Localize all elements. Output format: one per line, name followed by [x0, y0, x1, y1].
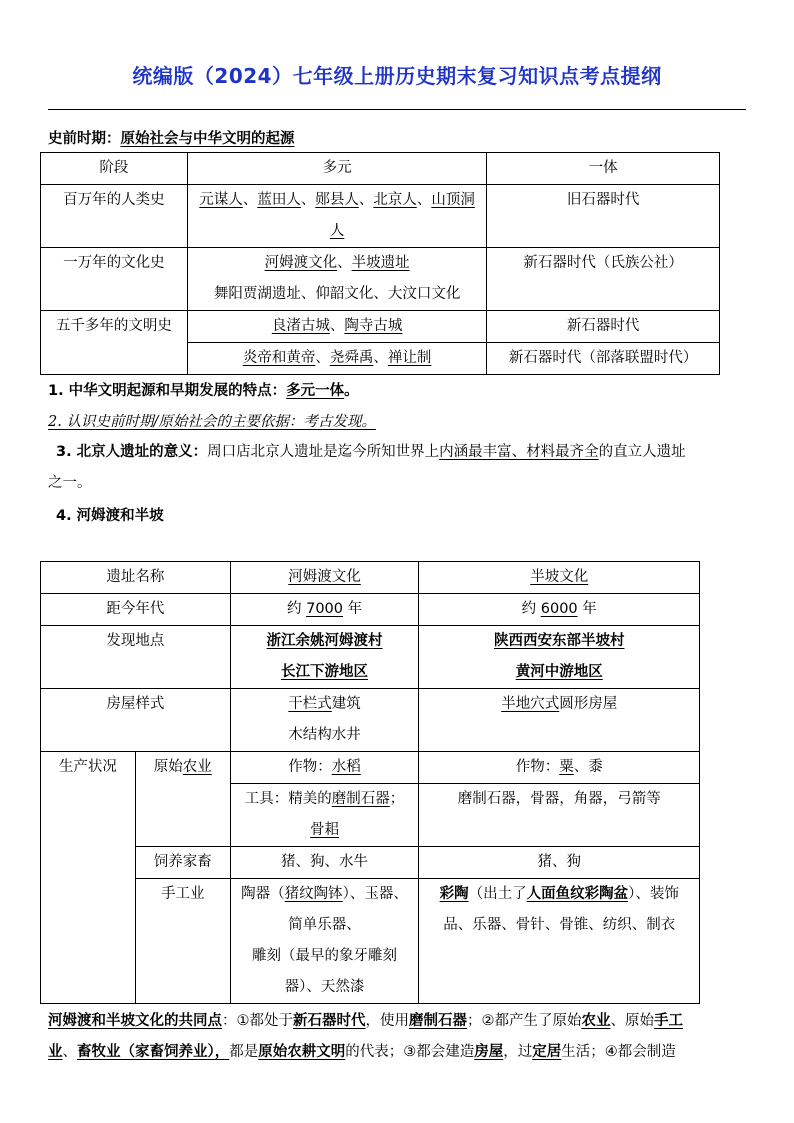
city-name: 良渚古城 — [271, 318, 330, 334]
unity-cell: 新石器时代（氏族公社） — [487, 248, 720, 311]
summary-text: ，使用 — [365, 1013, 409, 1029]
agri-word: 农业 — [182, 759, 212, 775]
banpo-age — [419, 594, 700, 626]
header-diverse: 多元 — [187, 153, 487, 185]
summary-key: 磨制石器 — [409, 1013, 467, 1029]
banpo-house — [419, 689, 700, 752]
common-points-paragraph — [48, 1006, 748, 1068]
banpo-craft — [419, 879, 700, 1004]
craft-text: ）、玉器、 — [342, 886, 408, 902]
point-3-label: 3. 北京人遗址的意义： — [56, 444, 208, 460]
section-prefix: 史前时期： — [48, 131, 121, 147]
house-suffix: 圆形房屋 — [559, 696, 618, 712]
hemudu-place — [230, 626, 419, 689]
production-label: 生产状况 — [41, 752, 136, 1004]
title-divider — [48, 109, 746, 110]
hemudu-name — [230, 562, 419, 594]
crop-value: 粟 — [559, 759, 574, 775]
crop-extra: 、黍 — [573, 759, 603, 775]
crop-prefix: 作物： — [515, 759, 560, 775]
house-well: 木结构水井 — [288, 727, 361, 743]
culture-name: 河姆渡文化 — [264, 255, 338, 271]
legend-name: 炎帝和黄帝 — [242, 350, 316, 366]
agriculture-label — [135, 752, 230, 847]
point-1-label: 1. 中华文明起源和早期发展的特点： — [48, 383, 287, 399]
legend-cell: 炎帝和黄帝、尧舜禹、禅让制 — [187, 343, 487, 375]
banpo-livestock: 猪、狗 — [419, 847, 700, 879]
unity-cell: 旧石器时代 — [487, 185, 720, 248]
hemudu-age — [230, 594, 419, 626]
summary-text: 生活；④都会制造 — [561, 1044, 676, 1060]
point-3-highlight: 内涵最丰富、材料最齐全 — [439, 444, 599, 460]
tool-sep: ； — [389, 791, 405, 807]
tool-value: 骨耜 — [310, 822, 340, 838]
craft-text: ）、装饰 — [628, 886, 679, 902]
age-prefix: 约 — [286, 601, 307, 617]
age-value: 7000 — [306, 601, 343, 617]
summary-key: 业 — [48, 1044, 63, 1060]
legend-name: 禅让制 — [387, 350, 432, 366]
summary-key: 原始农耕文明 — [258, 1044, 346, 1060]
craft-text: 品、乐器、骨针、骨锥、纺织、制衣 — [443, 917, 676, 933]
age-unit: 年 — [577, 601, 597, 617]
point-4: 4. 河姆渡和半坡 — [56, 508, 164, 524]
point-3 — [48, 437, 748, 499]
summary-key: 房屋 — [474, 1044, 504, 1060]
stage-cell: 百万年的人类史 — [41, 185, 188, 248]
craft-text: 器）、天然漆 — [284, 979, 365, 995]
site-name: 元谋人 — [199, 192, 243, 208]
site-name: 蓝田人 — [257, 192, 301, 208]
banpo-title: 半坡文化 — [530, 569, 589, 585]
header-stage: 阶段 — [41, 153, 188, 185]
sites-cell: 元谋人、蓝田人、郧县人、北京人、山顶洞人 — [187, 185, 487, 248]
row-label: 发现地点 — [41, 626, 231, 689]
culture-cell: 河姆渡文化、半坡遗址 舞阳贾湖遗址、仰韶文化、大汶口文化 — [187, 248, 487, 311]
craft-text: 陶器（ — [241, 886, 285, 902]
origins-table — [40, 152, 720, 375]
sites-comparison-table — [40, 561, 700, 1004]
age-value: 6000 — [540, 601, 578, 617]
age-prefix: 约 — [521, 601, 541, 617]
summary-key: 农业 — [581, 1013, 611, 1029]
craft-text: 简单乐器、 — [288, 917, 361, 933]
city-cell: 良渚古城、陶寺古城 — [187, 311, 487, 343]
craft-highlight: 猪纹陶钵 — [284, 886, 343, 902]
hemudu-house — [230, 689, 419, 752]
house-type: 半地穴式 — [501, 696, 560, 712]
row-label: 遗址名称 — [41, 562, 231, 594]
tool-value: 磨制石器 — [331, 791, 390, 807]
point-1-value: 多元一体 — [286, 383, 345, 399]
agri-prefix: 原始 — [153, 759, 183, 775]
crop-value: 水稻 — [331, 759, 361, 775]
summary-key: 定居 — [532, 1044, 562, 1060]
site-name: 郧县人 — [315, 192, 359, 208]
banpo-crop — [419, 752, 700, 784]
point-1 — [48, 380, 359, 402]
house-suffix: 建筑 — [331, 696, 361, 712]
hemudu-crop — [230, 752, 419, 784]
point-1-end: 。 — [344, 383, 359, 399]
point-2: 2. 认识史前时期/原始社会的主要依据：考古发现。 — [48, 414, 376, 430]
stage-cell: 一万年的文化史 — [41, 248, 188, 311]
site-name: 北京人 — [373, 192, 417, 208]
section-title: 原始社会与中华文明的起源 — [120, 131, 295, 147]
summary-text: 都是 — [229, 1044, 259, 1060]
craft-highlight: 人面鱼纹彩陶盆 — [526, 886, 629, 902]
row-label: 距今年代 — [41, 594, 231, 626]
summary-text: 、 — [62, 1044, 77, 1060]
place-village: 陕西西安东部半坡村 — [493, 633, 625, 649]
craft-highlight: 彩陶 — [439, 886, 469, 902]
point-3-end: 之一。 — [48, 475, 92, 491]
header-unity: 一体 — [487, 153, 720, 185]
hemudu-tools — [230, 784, 419, 847]
unity-cell: 新石器时代（部落联盟时代） — [487, 343, 720, 375]
summary-lead: 河姆渡和半坡文化的共同点 — [48, 1013, 222, 1029]
craft-text: 雕刻（最早的象牙雕刻 — [252, 948, 398, 964]
summary-text: ；②都产生了原始 — [467, 1013, 582, 1029]
culture-list: 舞阳贾湖遗址、仰韶文化、大汶口文化 — [213, 286, 461, 302]
legend-name: 尧舜禹 — [329, 350, 374, 366]
unity-cell: 新石器时代 — [487, 311, 720, 343]
place-region: 黄河中游地区 — [515, 664, 603, 680]
summary-text: 的代表；③都会建造 — [345, 1044, 475, 1060]
hemudu-title: 河姆渡文化 — [288, 569, 361, 585]
place-village: 浙江余姚河姆渡村 — [266, 633, 383, 649]
point-3-text: 的直立人遗址 — [598, 444, 686, 460]
tool-prefix: 工具：精美的 — [244, 791, 332, 807]
place-region: 长江下游地区 — [281, 664, 369, 680]
section-heading — [48, 127, 295, 148]
row-label: 房屋样式 — [41, 689, 231, 752]
livestock-label: 饲养家畜 — [135, 847, 230, 879]
point-3-text: 周口店北京人遗址是迄今所知世界上 — [207, 444, 440, 460]
age-unit: 年 — [343, 601, 363, 617]
banpo-name — [419, 562, 700, 594]
culture-name: 半坡遗址 — [351, 255, 410, 271]
banpo-tools: 磨制石器，骨器，角器，弓箭等 — [419, 784, 700, 847]
crop-prefix: 作物： — [288, 759, 332, 775]
banpo-place — [419, 626, 700, 689]
document-title: 统编版（2024）七年级上册历史期末复习知识点考点提纲 — [132, 64, 662, 88]
site-name: 山顶洞人 — [329, 192, 475, 239]
summary-text: ：①都处于 — [222, 1013, 293, 1029]
stage-cell: 五千多年的文明史 — [41, 311, 188, 375]
city-name: 陶寺古城 — [344, 318, 403, 334]
summary-text: ，过 — [503, 1044, 533, 1060]
hemudu-craft — [230, 879, 419, 1004]
craft-text: （出土了 — [468, 886, 527, 902]
summary-key: 新石器时代 — [293, 1013, 366, 1029]
house-type: 干栏式 — [288, 696, 332, 712]
craft-label: 手工业 — [135, 879, 230, 1004]
hemudu-livestock: 猪、狗、水牛 — [230, 847, 419, 879]
summary-text: 、原始 — [610, 1013, 654, 1029]
summary-key: 畜牧业（家畜饲养业）， — [77, 1044, 230, 1060]
summary-key: 手工 — [654, 1013, 683, 1029]
